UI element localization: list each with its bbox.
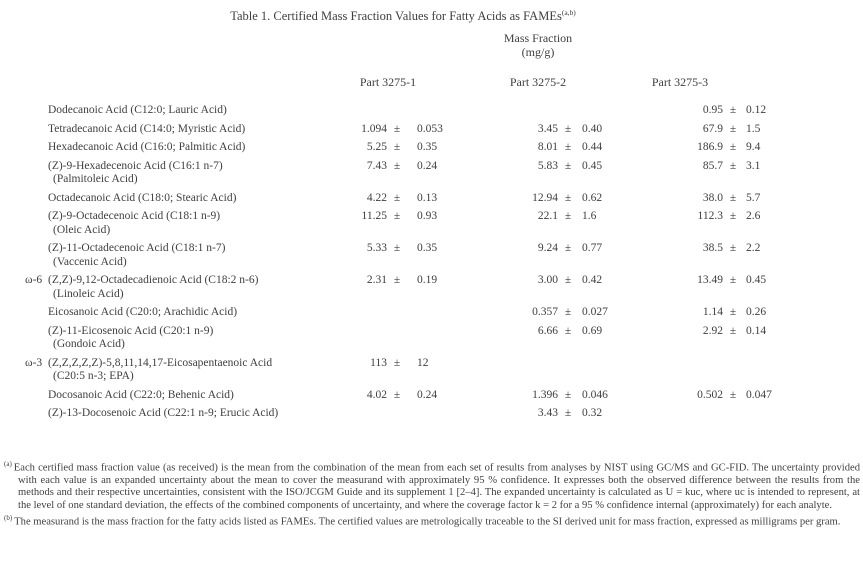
part1-uncertainty: 12 [417, 356, 429, 369]
analyte-name-line1: (Z)-13-Docosenoic Acid (C22:1 n-9; Erucic Acid) [48, 407, 279, 419]
analyte-name [48, 104, 332, 118]
part1-plus-minus [387, 104, 407, 118]
table-row [25, 192, 803, 206]
part3-plus-minus: ± [729, 210, 737, 222]
part1-plus-minus [387, 407, 407, 421]
part3-value: 112.3 [697, 210, 723, 222]
part1-plus-minus: ± [393, 159, 401, 172]
part1-plus-minus: ± [393, 356, 401, 369]
part2-value [463, 104, 558, 118]
part3-value: 85.7 [702, 159, 723, 172]
table-title-footnote-marker: (a,b) [561, 8, 576, 17]
analyte-name-line2: (Vaccenic Acid) [53, 255, 127, 268]
table-title [0, 8, 806, 24]
footnote-b [4, 512, 860, 529]
part1-uncertainty: 0.13 [417, 191, 438, 204]
table-row [25, 242, 803, 269]
table-row [25, 141, 803, 155]
analyte-name [48, 160, 332, 187]
part2-value: 3.00 [537, 274, 558, 286]
part3-plus-minus: ± [729, 191, 737, 204]
part1-uncertainty: 0.93 [417, 210, 438, 222]
part2-value: 9.24 [537, 242, 558, 254]
unit-header: (mg/g) [521, 45, 555, 59]
column-header-part-3275-2: Part 3275-2 [509, 75, 567, 89]
part2-value: 1.396 [532, 388, 558, 401]
omega-label [25, 407, 48, 421]
part1-value: 5.25 [366, 141, 387, 153]
part1-uncertainty [407, 306, 463, 320]
part3-uncertainty: 2.6 [746, 210, 761, 222]
part2-value: 5.83 [537, 159, 558, 172]
part2-value: 3.45 [537, 122, 558, 135]
part3-uncertainty: 1.5 [746, 122, 761, 135]
table-row [25, 210, 803, 237]
part3-value: 1.14 [702, 306, 723, 318]
omega-label [25, 389, 48, 403]
part1-plus-minus: ± [393, 191, 401, 204]
part3-plus-minus: ± [729, 122, 737, 135]
part1-value [332, 325, 387, 352]
part3-value: 186.9 [697, 141, 723, 153]
part1-value: 4.02 [366, 388, 387, 401]
omega-label [25, 210, 48, 237]
table-row [25, 306, 803, 320]
part3-value: 67.9 [702, 122, 723, 135]
analyte-name-line1: Hexadecanoic Acid (C16:0; Palmitic Acid) [48, 141, 246, 153]
omega-label [25, 141, 48, 155]
part1-uncertainty: 0.35 [417, 242, 438, 254]
part3-uncertainty: 0.12 [746, 104, 767, 116]
part2-plus-minus: ± [564, 388, 572, 401]
part2-plus-minus: ± [564, 191, 572, 204]
part1-plus-minus: ± [393, 274, 401, 286]
analyte-name [48, 274, 332, 301]
part3-uncertainty: 5.7 [746, 191, 761, 204]
part1-plus-minus [387, 306, 407, 320]
part2-plus-minus [558, 104, 578, 118]
part2-uncertainty: 0.40 [582, 122, 603, 135]
part2-plus-minus: ± [564, 274, 572, 286]
footnote-b-marker: (b) [4, 514, 13, 523]
analyte-name-line1: Octadecanoic Acid (C18:0; Stearic Acid) [48, 191, 237, 204]
part2-value: 22.1 [537, 210, 558, 222]
part1-uncertainty: 0.19 [417, 274, 438, 286]
analyte-name [48, 141, 332, 155]
part1-value: 2.31 [366, 274, 387, 286]
part1-uncertainty: 0.35 [417, 141, 438, 153]
part2-plus-minus: ± [564, 242, 572, 254]
part1-value: 4.22 [366, 191, 387, 204]
part3-plus-minus: ± [729, 324, 737, 337]
part1-value: 113 [370, 356, 387, 369]
footnote-a-text: Each certified mass fraction value (as received) is the mean from the combination of the mean from each set of results from analyses by NIST using GC/MS and GC-FID. The uncertainty provided with each value is an expanded uncertainty about the mean to cover the measurand with approximately 95 % confidence. It expresses both the observed difference between the results from the methods and their respective uncertainties, consistent with the ISO/JCGM Guide and its supplement 1 [2–4]. The expanded uncertainty is calculated as U = kuc, where uc is intended to represent, at the level of one standard deviation, the effects of the combined components of uncertainty, and where the coverage factor k = 2 for a 95 % confidence internal (approximately) for each analyte. [13, 462, 860, 511]
analyte-name-line1: (Z)-11-Octadecenoic Acid (C18:1 n-7) [48, 242, 226, 254]
part1-plus-minus: ± [393, 210, 401, 222]
part1-value: 7.43 [366, 159, 387, 172]
analyte-name [48, 357, 332, 384]
part2-plus-minus: ± [564, 306, 572, 318]
analyte-name-line2: (Gondoic Acid) [53, 338, 125, 350]
mass-fraction-header: Mass Fraction [503, 31, 573, 45]
part1-plus-minus: ± [393, 122, 401, 135]
part2-value: 0.357 [532, 306, 558, 318]
table-title-text: Table 1. Certified Mass Fraction Values for Fatty Acids as FAMEs [230, 9, 562, 24]
part3-plus-minus: ± [729, 159, 737, 172]
omega-label [25, 242, 48, 269]
part2-plus-minus: ± [564, 407, 572, 419]
part1-plus-minus [387, 325, 407, 352]
analyte-name-line2: (C20:5 n-3; EPA) [53, 370, 134, 382]
analyte-name-line2: (Linoleic Acid) [53, 287, 124, 300]
omega-label [25, 192, 48, 206]
part3-plus-minus: ± [729, 388, 737, 401]
analyte-name [48, 306, 332, 320]
table-row [25, 274, 803, 301]
part1-value: 11.25 [361, 210, 387, 222]
part2-uncertainty: 0.027 [582, 306, 608, 318]
part2-value: 3.43 [537, 407, 558, 419]
analyte-name-line2: (Oleic Acid) [53, 223, 111, 236]
omega-label [25, 325, 48, 352]
omega-label [25, 104, 48, 118]
part2-plus-minus [558, 357, 578, 384]
part1-uncertainty: 0.24 [417, 388, 438, 401]
omega-label [25, 306, 48, 320]
table-row [25, 325, 803, 352]
part3-value: 0.95 [702, 104, 723, 116]
part3-value: 13.49 [697, 274, 723, 286]
analyte-name-line1: Eicosanoic Acid (C20:0; Arachidic Acid) [48, 306, 238, 318]
part3-plus-minus: ± [729, 306, 737, 318]
part2-uncertainty: 1.6 [582, 210, 597, 222]
analyte-name-line1: (Z)-9-Hexadecenoic Acid (C16:1 n-7) [48, 159, 223, 172]
part2-uncertainty [578, 104, 630, 118]
part2-uncertainty: 0.62 [582, 191, 603, 204]
part1-uncertainty [407, 325, 463, 352]
part3-uncertainty: 3.1 [746, 159, 761, 172]
part3-value: 0.502 [697, 388, 723, 401]
analyte-name [48, 407, 332, 421]
part2-uncertainty: 0.77 [582, 242, 603, 254]
part3-plus-minus: ± [729, 104, 737, 116]
part1-value: 5.33 [366, 242, 387, 254]
analyte-name-line1: (Z,Z)-9,12-Octadecadienoic Acid (C18:2 n-6) [48, 274, 259, 286]
part2-plus-minus: ± [564, 324, 572, 337]
part2-uncertainty: 0.046 [582, 388, 608, 401]
part3-uncertainty: 0.047 [746, 388, 772, 401]
part1-plus-minus: ± [393, 388, 401, 401]
omega-label [25, 160, 48, 187]
part1-value [332, 104, 387, 118]
analyte-name-line1: (Z)-11-Eicosenoic Acid (C20:1 n-9) [48, 324, 214, 337]
footnote-b-text: The measurand is the mass fraction for the fatty acids listed as FAMEs. The certified values are metrologically traceable to the SI derived unit for mass fraction, expressed as milligrams per gram. [14, 516, 841, 528]
part2-uncertainty: 0.42 [582, 274, 603, 286]
part2-uncertainty: 0.69 [582, 324, 603, 337]
part2-uncertainty: 0.32 [582, 407, 603, 419]
column-header-part-3275-3: Part 3275-3 [651, 75, 709, 89]
part2-value: 12.94 [532, 191, 558, 204]
part2-plus-minus: ± [564, 210, 572, 222]
analyte-name-line1: Docosanoic Acid (C22:0; Behenic Acid) [48, 388, 234, 401]
part3-value [630, 407, 723, 421]
part3-uncertainty: 0.14 [746, 324, 767, 337]
analyte-name-line2: (Palmitoleic Acid) [53, 173, 138, 185]
part2-value [463, 357, 558, 384]
table-row [25, 389, 803, 403]
part3-uncertainty: 2.2 [746, 242, 761, 254]
part3-uncertainty: 0.26 [746, 306, 767, 318]
table-row [25, 357, 803, 384]
analyte-name [48, 210, 332, 237]
part3-value: 2.92 [702, 324, 723, 337]
omega-3-label: ω-3 [25, 356, 43, 369]
part2-plus-minus: ± [564, 122, 572, 135]
part3-plus-minus [723, 407, 743, 421]
part3-plus-minus [723, 357, 743, 384]
table-row [25, 123, 803, 137]
footnote-a [4, 458, 860, 512]
part1-uncertainty [407, 407, 463, 421]
part2-value: 6.66 [537, 324, 558, 337]
omega-6-label: ω-6 [25, 274, 43, 286]
analyte-name-line1: Tetradecanoic Acid (C14:0; Myristic Acid) [48, 122, 246, 135]
table-row [25, 160, 803, 187]
part2-plus-minus: ± [564, 159, 572, 172]
part3-value: 38.5 [702, 242, 723, 254]
part1-value [332, 407, 387, 421]
part3-value: 38.0 [702, 191, 723, 204]
footnote-a-marker: (a) [4, 460, 12, 468]
part2-uncertainty [578, 357, 630, 384]
analyte-name [48, 192, 332, 206]
part3-uncertainty [743, 407, 803, 421]
part1-value: 1.094 [361, 122, 387, 135]
part2-plus-minus: ± [564, 141, 572, 153]
column-header-part-3275-1: Part 3275-1 [359, 75, 417, 89]
fatty-acids-table [25, 104, 803, 426]
part3-value [630, 357, 723, 384]
part2-uncertainty: 0.44 [582, 141, 603, 153]
part3-plus-minus: ± [729, 141, 737, 153]
part1-uncertainty: 0.053 [417, 122, 443, 135]
analyte-name [48, 123, 332, 137]
part1-value [332, 306, 387, 320]
part3-uncertainty: 0.45 [746, 274, 767, 286]
omega-label [25, 123, 48, 137]
analyte-name-line1: Dodecanoic Acid (C12:0; Lauric Acid) [48, 104, 227, 116]
part2-uncertainty: 0.45 [582, 159, 603, 172]
part3-plus-minus: ± [729, 274, 737, 286]
part1-uncertainty [407, 104, 463, 118]
analyte-name [48, 389, 332, 403]
part2-value: 8.01 [537, 141, 558, 153]
part1-plus-minus: ± [393, 242, 401, 254]
table-row [25, 104, 803, 118]
part1-plus-minus: ± [393, 141, 401, 153]
analyte-name [48, 242, 332, 269]
footnotes-section [4, 458, 860, 529]
analyte-name-line1: (Z,Z,Z,Z,Z)-5,8,11,14,17-Eicosapentaenoic Acid [48, 356, 273, 369]
table-row [25, 407, 803, 421]
analyte-name [48, 325, 332, 352]
part3-plus-minus: ± [729, 242, 737, 254]
analyte-name-line1: (Z)-9-Octadecenoic Acid (C18:1 n-9) [48, 210, 221, 222]
part1-uncertainty: 0.24 [417, 159, 438, 172]
part3-uncertainty [743, 357, 803, 384]
part3-uncertainty: 9.4 [746, 141, 761, 153]
